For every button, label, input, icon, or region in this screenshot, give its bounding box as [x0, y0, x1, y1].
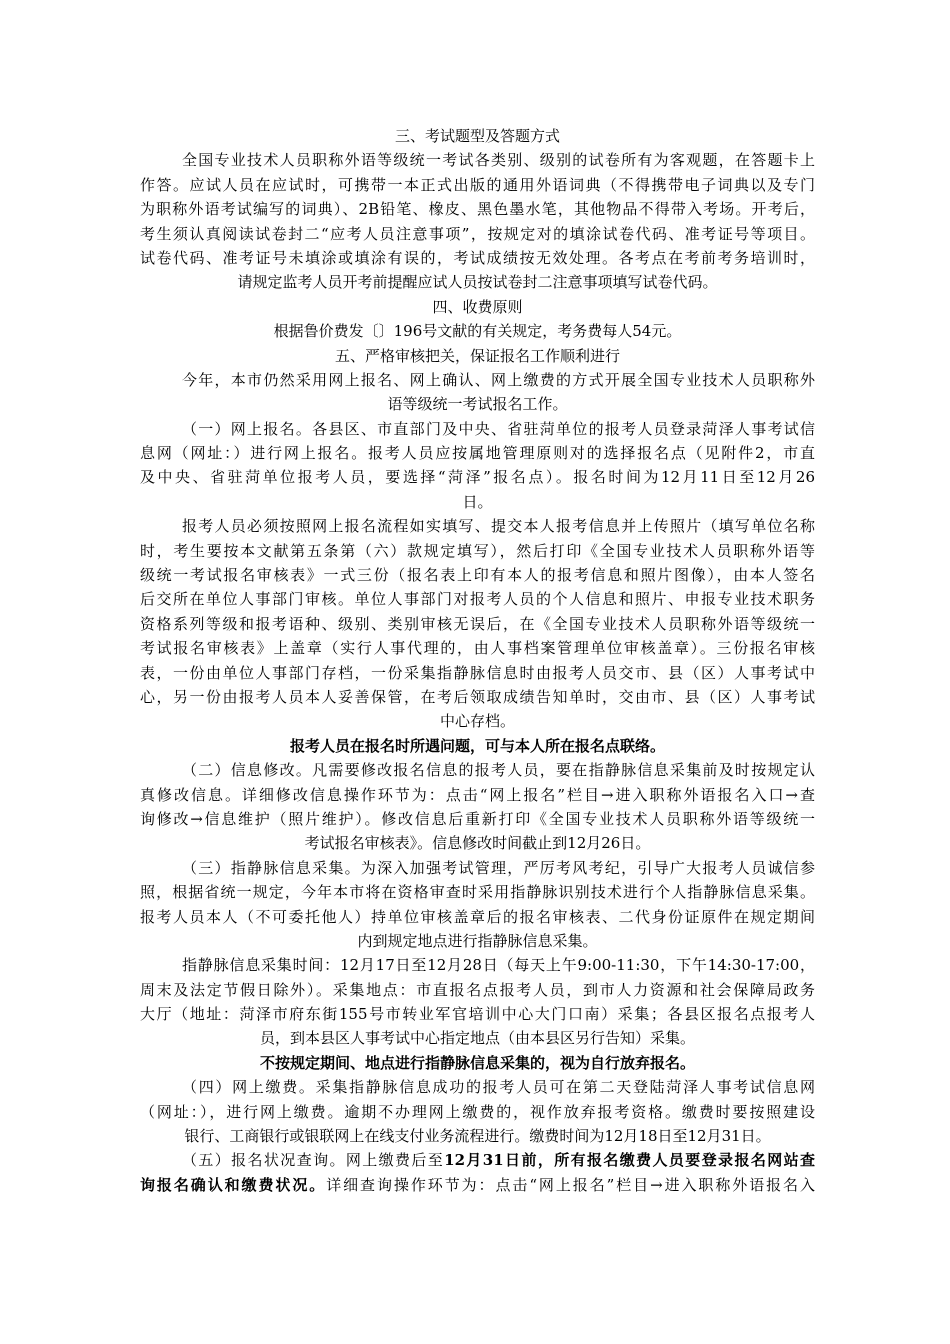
text-line: 大厅（地址：菏泽市府东街155号市转业军官培训中心大门口南）采集；各县区报名点报考人 [140, 1005, 815, 1024]
text-line: 照，根据省统一规定，今年本市将在资格审查时采用指静脉识别技术进行个人指静脉信息采集。 [140, 883, 815, 902]
text-line: （一）网上报名。各县区、市直部门及中央、省驻菏单位的报考人员登录菏泽人事考试信 [182, 419, 815, 438]
bold-text-span: 12月31日前，所有报名缴费人员要登录报名网站查 [444, 1151, 815, 1170]
text-line: 三、考试题型及答题方式 [394, 127, 560, 145]
text-line: 根据鲁价费发〔〕196号文献的有关规定，考务费每人54元。 [273, 322, 682, 341]
text-line: 时，考生要按本文献第五条第（六）款规定填写），然后打印《全国专业技术人员职称外语等 [140, 541, 815, 560]
text-line: 请规定监考人员开考前提醒应试人员按试卷封二注意事项填写试卷代码。 [237, 273, 718, 292]
text-line: （二）信息修改。凡需要修改报名信息的报考人员，要在指静脉信息采集前及时按规定认 [182, 761, 815, 780]
text-line: 资格系列等级和报考语种、级别、类别审核无误后，在《全国专业技术人员职称外语等级统一 [140, 614, 815, 633]
text-line: 报考人员必须按照网上报名流程如实填写、提交本人报考信息并上传照片（填写单位名称 [182, 517, 815, 536]
text-line: 后交所在单位人事部门审核。单位人事部门对报考人员的个人信息和照片、申报专业技术职务 [140, 590, 815, 609]
document-body [140, 124, 815, 1197]
text-line: 内到规定地点进行指静脉信息采集。 [357, 931, 598, 950]
text-line: 指静脉信息采集时间：12月17日至12月28日（每天上午9:00-11:30，下午14:30-17:00， [182, 956, 815, 975]
text-span: （五）报名状况查询。网上缴费后至 [182, 1151, 445, 1170]
text-line: 银行、工商银行或银联网上在线支付业务流程进行。缴费时间为12月18日至12月31日。 [184, 1127, 771, 1146]
text-line [140, 1173, 815, 1197]
text-line: 真修改信息。详细修改信息操作环节为：点击“网上报名”栏目→进入职称外语报名入口→查 [140, 785, 815, 804]
text-line [140, 1148, 815, 1172]
text-line: 为职称外语考试编写的词典）、2B铅笔、橡皮、黑色墨水笔，其他物品不得带入考场。开考后， [140, 200, 815, 219]
bold-text-span: 询报名确认和缴费状况。 [140, 1175, 327, 1194]
bold-notice-line: 报考人员在报名时所遇问题，可与本人所在报名点联络。 [289, 736, 665, 755]
text-line: 考生须认真阅读试卷封二“应考人员注意事项”，按规定对的填涂试卷代码、准考证号等项目。 [140, 224, 815, 243]
text-line: 今年，本市仍然采用网上报名、网上确认、网上缴费的方式开展全国专业技术人员职称外 [182, 370, 815, 389]
text-line: 级统一考试报名审核表》一式三份（报名表上印有本人的报考信息和照片图像），由本人签名 [140, 566, 815, 585]
text-line: 息网（网址：）进行网上报名。报考人员应按属地管理原则对的选择报名点（见附件2，市直 [140, 444, 815, 463]
text-line: 全国专业技术人员职称外语等级统一考试各类别、级别的试卷所有为客观题，在答题卡上 [182, 151, 815, 170]
text-line: 考试报名审核表》上盖章（实行人事代理的，由人事档案管理单位审核盖章）。三份报名审核 [140, 639, 815, 658]
text-line: 日。 [462, 492, 493, 511]
text-line: 试卷代码、准考证号未填涂或填涂有误的，考试成绩按无效处理。各考点在考前考务培训时， [140, 248, 815, 267]
text-line: 作答。应试人员在应试时，可携带一本正式出版的通用外语词典（不得携带电子词典以及专门 [140, 175, 815, 194]
text-line: 员，到本县区人事考试中心指定地点（由本县区另行告知）采集。 [259, 1029, 695, 1048]
text-line: 询修改→信息维护（照片维护）。修改信息后重新打印《全国专业技术人员职称外语等级统一 [140, 809, 815, 828]
text-line: 报考人员本人（不可委托他人）持单位审核盖章后的报名审核表、二代身份证原件在规定期间 [140, 907, 815, 926]
text-line: 四、收费原则 [432, 297, 523, 316]
text-line: （四）网上缴费。采集指静脉信息成功的报考人员可在第二天登陆菏泽人事考试信息网 [182, 1078, 815, 1097]
text-line: 考试报名审核表》。信息修改时间截止到12月26日。 [304, 834, 651, 853]
text-line: （三）指静脉信息采集。为深入加强考试管理，严厉考风考纪，引导广大报考人员诚信参 [182, 858, 815, 877]
text-line: 五、严格审核把关，保证报名工作顺利进行 [334, 346, 620, 365]
bold-notice-line: 不按规定期间、地点进行指静脉信息采集的，视为自行放弃报名。 [259, 1053, 695, 1072]
text-line: 中心存档。 [439, 712, 515, 731]
text-line: 表，一份由单位人事部门存档，一份采集指静脉信息时由报考人员交市、县（区）人事考试中 [140, 663, 815, 682]
text-line: 心，另一份由报考人员本人妥善保管，在考后领取成绩告知单时，交由市、县（区）人事考试 [140, 687, 815, 706]
text-line: 语等级统一考试报名工作。 [387, 395, 568, 414]
text-span: 详细查询操作环节为：点击“网上报名”栏目→进入职称外语报名入 [326, 1175, 815, 1194]
text-line: 及中央、省驻菏单位报考人员，要选择“菏泽”报名点）。报名时间为12月11日至12月26 [140, 468, 815, 487]
text-line: （网址：），进行网上缴费。逾期不办理网上缴费的，视作放弃报考资格。缴费时要按照建设 [140, 1102, 815, 1121]
text-line: 周末及法定节假日除外）。采集地点：市直报名点报考人员，到市人力资源和社会保障局政务 [140, 980, 815, 999]
